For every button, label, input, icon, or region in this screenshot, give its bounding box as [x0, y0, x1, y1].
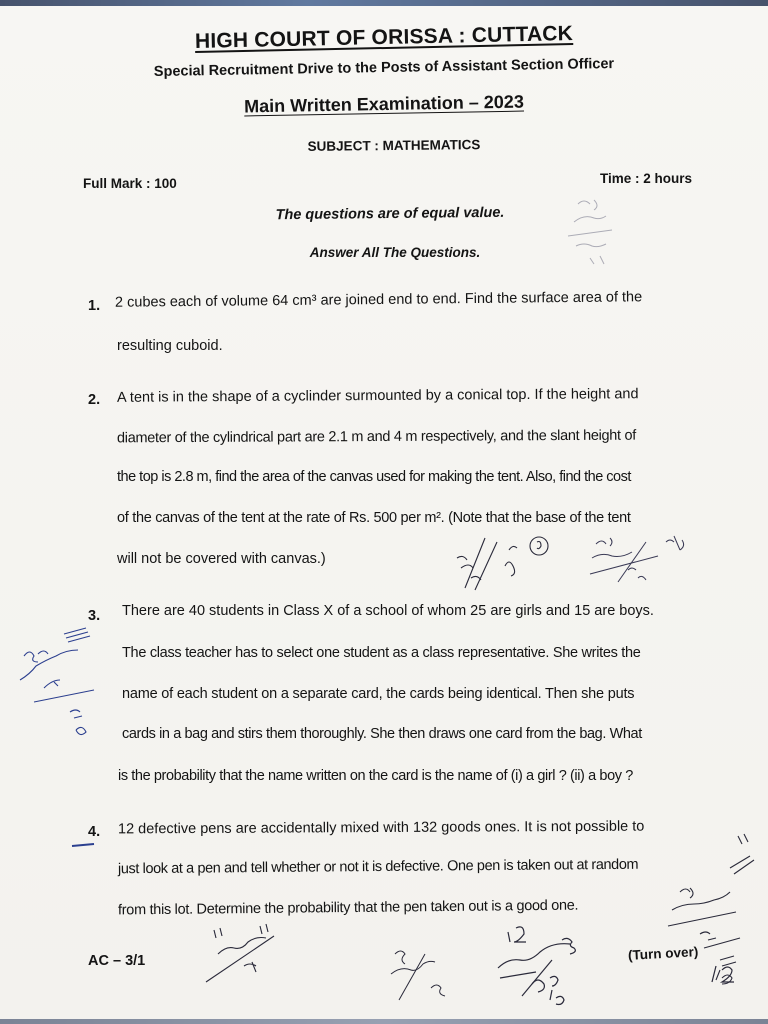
handwritten-scribble-q2-right	[588, 530, 698, 590]
question-line: diameter of the cylindrical part are 2.1 m and 4 m respectively, and the slant height of	[116, 427, 637, 447]
handwritten-scribble-bottom-middle	[385, 940, 465, 1010]
exam-title: Main Written Examination – 2023	[243, 91, 525, 117]
paper-code: AC – 3/1	[88, 953, 146, 969]
handwritten-scribble-q4-right	[660, 830, 760, 990]
question-number: 1.	[88, 298, 101, 314]
question-line: 12 defective pens are accidentally mixed with 132 goods ones. It is not possible to	[117, 818, 645, 838]
scan-edge-bottom	[0, 1019, 768, 1024]
handwritten-scribble-bottom-left	[200, 920, 290, 1000]
question-line: from this lot. Determine the probability that the pen taken out is a good one.	[117, 897, 579, 919]
question-number: 3.	[88, 608, 101, 624]
turn-over-note: (Turn over)	[627, 944, 699, 963]
instruction-equal-value: The questions are of equal value.	[275, 204, 505, 224]
recruitment-drive-line: Special Recruitment Drive to the Posts of Assistant Section Officer	[153, 55, 615, 81]
question-line: the top is 2.8 m, find the area of the canvas used for making the tent. Also, find the cost	[117, 469, 631, 485]
question-line: The class teacher has to select one student as a class representative. She writes the	[122, 645, 641, 661]
court-title: HIGH COURT OF ORISSA : CUTTACK	[194, 22, 574, 53]
question-number: 2.	[88, 392, 101, 408]
time-allowed: Time : 2 hours	[600, 171, 693, 186]
question-line: 2 cubes each of volume 64 cm³ are joined end to end. Find the surface area of the	[114, 289, 643, 311]
question-line: of the canvas of the tent at the rate of Rs. 500 per m². (Note that the base of the tent	[117, 510, 631, 526]
handwritten-number-12	[706, 960, 746, 990]
question-line: There are 40 students in Class X of a school of whom 25 are girls and 15 are boys.	[122, 603, 654, 619]
question-line: resulting cuboid.	[117, 338, 223, 354]
question-line: name of each student on a separate card, the cards being identical. Then she puts	[122, 686, 635, 702]
handwritten-scribble-q3-margin	[14, 622, 104, 742]
handwritten-dash-q4-margin	[70, 838, 100, 852]
question-line: just look at a pen and tell whether or not it is defective. One pen is taken out at random	[117, 856, 639, 878]
handwritten-scribble-bottom-center	[492, 920, 602, 1010]
subject-line: SUBJECT : MATHEMATICS	[307, 137, 481, 154]
handwritten-scribble-q2-left	[445, 528, 555, 598]
question-line: cards in a bag and stirs them thoroughly. She then draws one card from the bag. What	[122, 726, 642, 742]
question-line: is the probability that the name written on the card is the name of (i) a girl ? (ii) a boy ?	[118, 768, 633, 784]
question-line: A tent is in the shape of a cyclinder surmounted by a conical top. If the height and	[116, 386, 639, 406]
instruction-answer-all: Answer All The Questions.	[309, 245, 481, 260]
question-number: 4.	[88, 824, 101, 840]
question-line: will not be covered with canvas.)	[117, 551, 326, 567]
full-mark: Full Mark : 100	[83, 176, 177, 191]
scan-edge-top	[0, 0, 768, 6]
